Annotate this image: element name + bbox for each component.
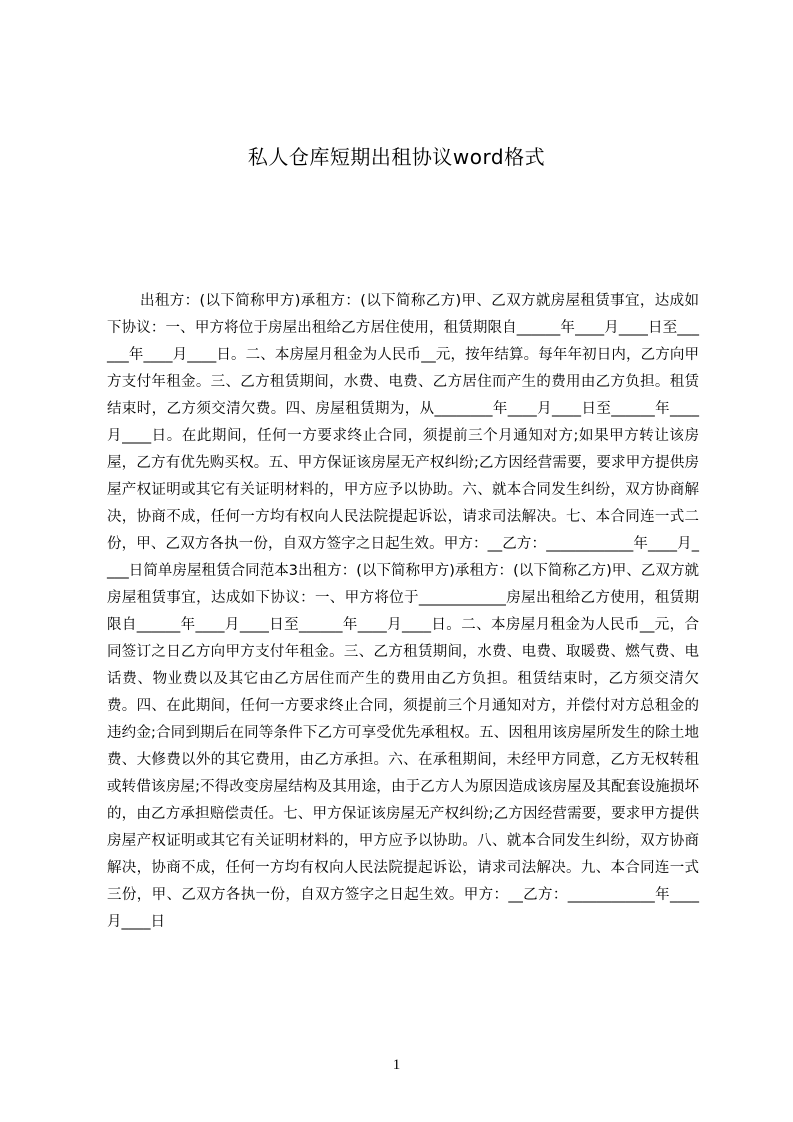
page-number: 1 [392,1057,401,1073]
document-title: 私人仓库短期出租协议word格式 [247,145,546,169]
document-body-paragraph: 出租方：(以下简称甲方)承租方：(以下简称乙方)甲、乙双方就房屋租赁事宜，达成如下协议：一、甲方将位于房屋出租给乙方居住使用，租赁期限自______年____月____日至______年____月____日。二、本房屋月租金为人民币__元，按年结算。每年年初日内，乙方向甲方支付年租金。三、乙方租赁期间，水费、电费、乙方居住而产生的费用由乙方负担。租赁结束时，乙方须交清欠费。四、房屋租赁期为，从________年____月____日至______年____月____日。在此期间，任何一方要求终止合同，须提前三个月通知对方;如果甲方转让该房屋，乙方有优先购买权。五、甲方保证该房屋无产权纠纷;乙方因经营需要，要求甲方提供房屋产权证明或其它有关证明材料的，甲方应予以协助。六、就本合同发生纠纷，双方协商解决，协商不成，任何一方均有权向人民法院提起诉讼，请求司法解决。七、本合同连一式二份，甲、乙双方各执一份，自双方签字之日起生效。甲方：__乙方：____________年____月____日简单房屋租赁合同范本3出租方：(以下简称甲方)承租方：(以下简称乙方)甲、乙双方就房屋租赁事宜，达成如下协议：一、甲方将位于____________房屋出租给乙方使用，租赁期限自______年____月____日至______年____月____日。二、本房屋月租金为人民币__元，合同签订之日乙方向甲方支付年租金。三、乙方租赁期间，水费、电费、取暖费、燃气费、电话费、物业费以及其它由乙方居住而产生的费用由乙方负担。租赁结束时，乙方须交清欠费。四、在此期间，任何一方要求终止合同，须提前三个月通知对方，并偿付对方总租金的违约金;合同到期后在同等条件下乙方可享受优先承租权。五、因租用该房屋所发生的除土地费、大修费以外的其它费用，由乙方承担。六、在承租期间，未经甲方同意，乙方无权转租或转借该房屋;不得改变房屋结构及其用途，由于乙方人为原因造成该房屋及其配套设施损坏的，由乙方承担赔偿责任。七、甲方保证该房屋无产权纠纷;乙方因经营需要，要求甲方提供房屋产权证明或其它有关证明材料的，甲方应予以协助。八、就本合同发生纠纷，双方协商解决，协商不成，任何一方均有权向人民法院提起诉讼，请求司法解决。九、本合同连一式三份，甲、乙双方各执一份，自双方签字之日起生效。甲方：__乙方：____________年____月____日 [107,293,699,930]
